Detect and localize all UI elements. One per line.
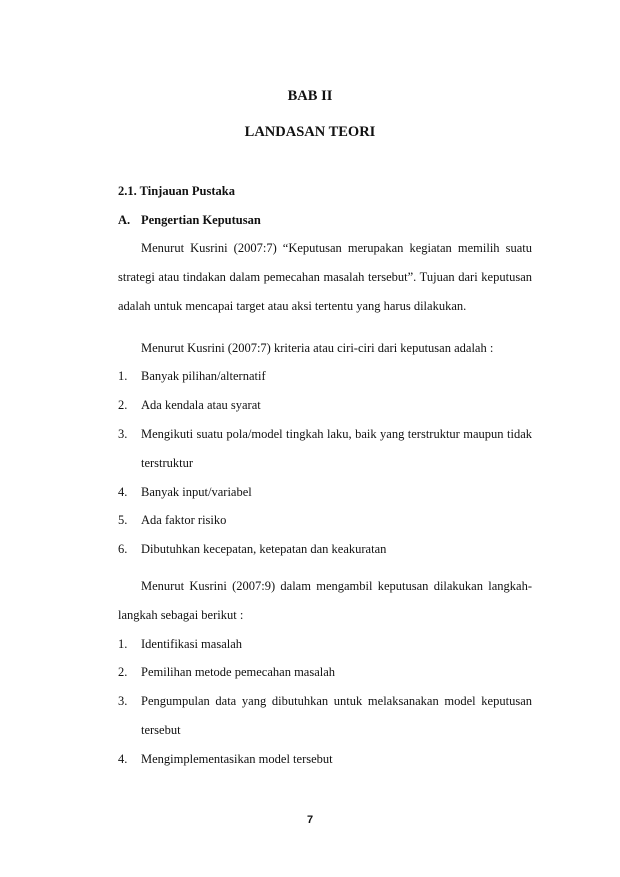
paragraph-1-line-2: strategi atau tindakan dalam pemecahan masalah tersebut”. Tujuan dari keputusan: [118, 270, 532, 284]
list-item-number: 4.: [118, 485, 128, 499]
subsection-letter: A.: [118, 213, 131, 227]
list-item-text-continued: terstruktur: [141, 456, 194, 470]
paragraph-3-line-2: langkah sebagai berikut :: [118, 608, 244, 622]
list-item-text: Ada kendala atau syarat: [141, 398, 261, 412]
paragraph-1-line-3: adalah untuk mencapai target atau aksi tertentu yang harus dilakukan.: [118, 299, 467, 313]
list-item-text: Mengikuti suatu pola/model tingkah laku, baik yang terstruktur maupun tidak: [141, 427, 532, 441]
paragraph-3-line-1: Menurut Kusrini (2007:9) dalam mengambil keputusan dilakukan langkah-: [141, 579, 532, 593]
list-item-text: Mengimplementasikan model tersebut: [141, 752, 333, 766]
list-item-number: 5.: [118, 513, 128, 527]
paragraph-1-line-1: Menurut Kusrini (2007:7) “Keputusan merupakan kegiatan memilih suatu: [141, 241, 532, 255]
list-item-number: 4.: [118, 752, 128, 766]
list-item-number: 2.: [118, 665, 128, 679]
list-item-number: 1.: [118, 369, 128, 383]
page-number: 7: [306, 814, 314, 826]
list-item-text: Banyak input/variabel: [141, 485, 252, 499]
list-item-number: 2.: [118, 398, 128, 412]
chapter-title: LANDASAN TEORI: [244, 124, 376, 140]
list-item-number: 6.: [118, 542, 128, 556]
list-item-text-continued: tersebut: [141, 723, 181, 737]
chapter-label: BAB II: [287, 88, 333, 104]
list-item-text: Pengumpulan data yang dibutuhkan untuk melaksanakan model keputusan: [141, 694, 532, 708]
list-item-text: Ada faktor risiko: [141, 513, 227, 527]
list-item-text: Pemilihan metode pemecahan masalah: [141, 665, 336, 679]
subsection-title: Pengertian Keputusan: [141, 213, 261, 227]
list-item-text: Banyak pilihan/alternatif: [141, 369, 266, 383]
list-item-number: 3.: [118, 694, 128, 708]
list-item-number: 1.: [118, 637, 128, 651]
paragraph-2-line-1: Menurut Kusrini (2007:7) kriteria atau ciri-ciri dari keputusan adalah :: [141, 341, 494, 355]
list-item-number: 3.: [118, 427, 128, 441]
list-item-text: Dibutuhkan kecepatan, ketepatan dan keakuratan: [141, 542, 387, 556]
section-heading: 2.1. Tinjauan Pustaka: [118, 184, 235, 198]
list-item-text: Identifikasi masalah: [141, 637, 243, 651]
